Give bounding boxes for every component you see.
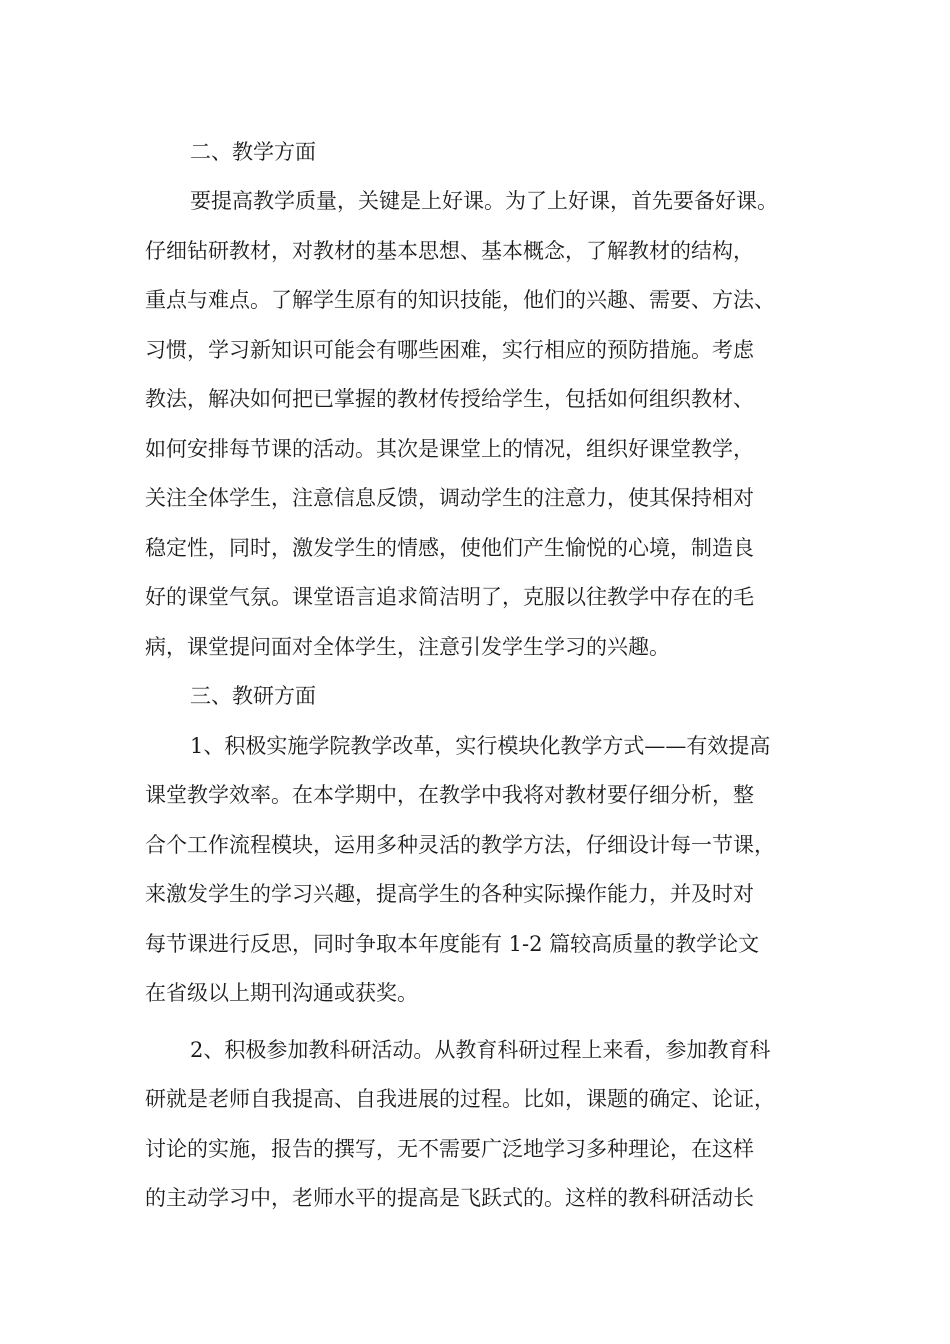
paragraph-line: 讨论的实施，报告的撰写，无不需要广泛地学习多种理论，在这样 [145,1137,754,1161]
paragraph-line: 1、积极实施学院教学改革，实行模块化教学方式——有效提高 [190,734,771,758]
paragraph-line: 习惯，学习新知识可能会有哪些困难，实行相应的预防措施。考虑 [145,338,754,362]
paragraph-line: 每节课进行反思，同时争取本年度能有 1-2 篇较高质量的教学论文 [145,932,760,956]
paragraph-line: 来激发学生的学习兴趣，提高学生的各种实际操作能力，并及时对 [145,882,754,906]
paragraph-line: 如何安排每节课的活动。其次是课堂上的情况，组织好课堂教学， [145,437,754,461]
paragraph-line: 在省级以上期刊沟通或获奖。 [145,981,418,1005]
paragraph-line: 关注全体学生，注意信息反馈，调动学生的注意力，使其保持相对 [145,486,754,510]
paragraph-line: 课堂教学效率。在本学期中，在教学中我将对教材要仔细分析，整 [145,783,754,807]
paragraph-line: 的主动学习中，老师水平的提高是飞跃式的。这样的教科研活动长 [145,1186,754,1210]
paragraph-line: 合个工作流程模块，运用多种灵活的教学方法，仔细设计每一节课， [145,833,775,857]
paragraph-line: 仔细钻研教材，对教材的基本思想、基本概念，了解教材的结构， [145,239,754,263]
section-heading-teaching: 二、教学方面 [190,140,316,164]
section-heading-research: 三、教研方面 [190,684,316,708]
paragraph-line: 稳定性，同时，激发学生的情感，使他们产生愉悦的心境，制造良 [145,536,754,560]
paragraph-line: 研就是老师自我提高、自我进展的过程。比如，课题的确定、论证， [145,1087,775,1111]
paragraph-line: 要提高教学质量，关键是上好课。为了上好课，首先要备好课。 [190,189,778,213]
paragraph-line: 教法，解决如何把已掌握的教材传授给学生，包括如何组织教材、 [145,387,754,411]
paragraph-line: 病，课堂提问面对全体学生，注意引发学生学习的兴趣。 [145,635,670,659]
paragraph-line: 2、积极参加教科研活动。从教育科研过程上来看，参加教育科 [190,1038,771,1062]
paragraph-line: 重点与难点。了解学生原有的知识技能，他们的兴趣、需要、方法、 [145,288,775,312]
paragraph-line: 好的课堂气氛。课堂语言追求简洁明了，克服以往教学中存在的毛 [145,585,754,609]
